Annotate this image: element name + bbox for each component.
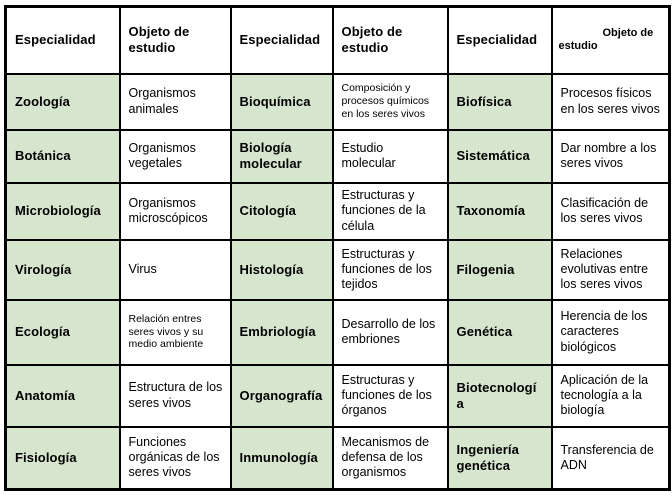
- cell-especialidad: Genética: [448, 300, 552, 365]
- cell-objeto: Organismos microscópicos: [120, 183, 231, 240]
- cell-objeto: Dar nombre a los seres vivos: [552, 130, 670, 183]
- table-row: [6, 130, 670, 183]
- cell-especialidad: Embriología: [231, 300, 333, 365]
- header-especialidad-3: Especialidad: [448, 7, 552, 74]
- cell-especialidad: Bioquímica: [231, 74, 333, 130]
- cell-objeto: Clasificación de los seres vivos: [552, 183, 670, 240]
- cell-objeto: Mecanismos de defensa de los organismos: [333, 427, 448, 490]
- cell-especialidad: Biofísica: [448, 74, 552, 130]
- cell-especialidad: Fisiología: [6, 427, 120, 490]
- cell-especialidad: Taxonomía: [448, 183, 552, 240]
- cell-objeto: Estructuras y funciones de la célula: [333, 183, 448, 240]
- cell-especialidad: Inmunología: [231, 427, 333, 490]
- cell-objeto: Relación entres seres vivos y su medio ambiente: [120, 300, 231, 365]
- cell-objeto: Virus: [120, 240, 231, 300]
- cell-especialidad: Anatomía: [6, 365, 120, 427]
- cell-especialidad: Sistemática: [448, 130, 552, 183]
- cell-objeto: Procesos físicos en los seres vivos: [552, 74, 670, 130]
- cell-especialidad: Zoología: [6, 74, 120, 130]
- cell-objeto: Estructuras y funciones de los órganos: [333, 365, 448, 427]
- cell-especialidad: Histología: [231, 240, 333, 300]
- cell-especialidad: Ecología: [6, 300, 120, 365]
- cell-especialidad: Biología molecular: [231, 130, 333, 183]
- header-objeto-3-line2: estudio: [558, 40, 598, 53]
- header-objeto-2: Objeto de estudio: [333, 7, 448, 74]
- cell-objeto: Funciones orgánicas de los seres vivos: [120, 427, 231, 490]
- cell-especialidad: Microbiología: [6, 183, 120, 240]
- cell-objeto: Estructuras y funciones de los tejidos: [333, 240, 448, 300]
- cell-especialidad: Botánica: [6, 130, 120, 183]
- cell-objeto: Transferencia de ADN: [552, 427, 670, 490]
- cell-objeto: Aplicación de la tecnología a la biología: [552, 365, 670, 427]
- cell-especialidad: Virología: [6, 240, 120, 300]
- cell-especialidad: Citología: [231, 183, 333, 240]
- cell-objeto: Composición y procesos químicos en los seres vivos: [333, 74, 448, 130]
- header-objeto-3-line1: Objeto de: [602, 26, 654, 39]
- table-row: [6, 183, 670, 240]
- header-especialidad-1: Especialidad: [6, 7, 120, 74]
- table-row: [6, 427, 670, 490]
- biology-specialties-table: [4, 5, 671, 491]
- cell-especialidad: Organografía: [231, 365, 333, 427]
- header-especialidad-2: Especialidad: [231, 7, 333, 74]
- table-row: [6, 365, 670, 427]
- cell-objeto: Estudio molecular: [333, 130, 448, 183]
- cell-objeto: Relaciones evolutivas entre los seres vivos: [552, 240, 670, 300]
- cell-objeto: Organismos animales: [120, 74, 231, 130]
- table-row: [6, 300, 670, 365]
- cell-especialidad: Filogenia: [448, 240, 552, 300]
- cell-objeto: Organismos vegetales: [120, 130, 231, 183]
- header-row: [6, 7, 670, 74]
- cell-objeto: Herencia de los caracteres biológicos: [552, 300, 670, 365]
- cell-objeto: Desarrollo de los embriones: [333, 300, 448, 365]
- header-objeto-1: Objeto de estudio: [120, 7, 231, 74]
- table-row: [6, 74, 670, 130]
- cell-objeto: Estructura de los seres vivos: [120, 365, 231, 427]
- cell-especialidad: Ingeniería genética: [448, 427, 552, 490]
- header-objeto-3: [552, 7, 670, 74]
- cell-especialidad: Biotecnología: [448, 365, 552, 427]
- table-row: [6, 240, 670, 300]
